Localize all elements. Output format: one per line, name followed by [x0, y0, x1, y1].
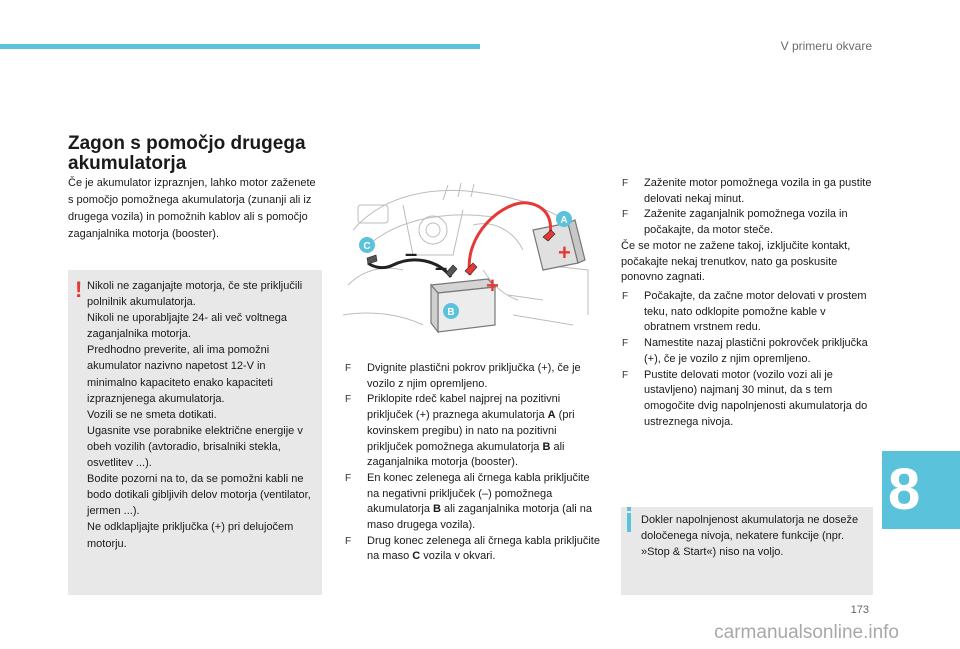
- page-title: Zagon s pomočjo drugega akumulatorja: [68, 133, 306, 174]
- bullet-marker: F: [345, 363, 352, 374]
- warning-line: Vozili se ne smeta dotikati.: [87, 408, 217, 421]
- bullet-marker: F: [622, 291, 629, 302]
- warning-line: Ne odklapljajte priključka (+) pri delujočem motorju.: [87, 521, 294, 550]
- list-item: F Zaženite motor pomožnega vozila in ga pustite delovati nekaj minut.: [622, 177, 872, 205]
- label-a: A: [560, 215, 568, 226]
- label-b: B: [447, 307, 455, 318]
- bullet-marker: F: [622, 178, 629, 189]
- jump-start-illustration: [343, 175, 595, 337]
- info-icon: [627, 507, 631, 511]
- bullet-marker: F: [622, 338, 629, 350]
- warning-line: Predhodno preverite, ali ima pomožni akumulator nazivno napetost 12-V in minimalno kapaciteto enako kapaciteti izpraznjenega akumulatorja.: [87, 344, 273, 405]
- list-item: F Počakajte, da začne motor delovati v prostem teku, nato odklopite pomožne kable v obratnem vrstnem redu.: [622, 290, 867, 334]
- list-item: F Pustite delovati motor (vozilo vozi ali je ustavljeno) najmanj 30 minut, da s tem omogočite dvig napolnjenosti akumulatorja do ustreznega nivoja.: [622, 368, 868, 428]
- page-number: 173: [850, 604, 869, 616]
- info-box: [621, 507, 873, 595]
- bullet-marker: F: [345, 535, 352, 547]
- info-text: Dokler napolnjenost akumulatorja ne doseže določenega nivoja, nekatere funkcije (npr. »Stop & Start«) niso na voljo.: [641, 514, 859, 558]
- retry-note: Če se motor ne zažene takoj, izključite kontakt, počakajte nekaj trenutkov, nato ga poskusite ponovno zagnati.: [621, 239, 851, 284]
- exclamation-icon: !: [75, 277, 83, 302]
- warning-line: Nikoli ne uporabljajte 24- ali več voltnega zaganjalnika motorja.: [87, 312, 287, 341]
- list-item: F Drug konec zelenega ali črnega kabla priključite na maso C vozila v okvari.: [345, 534, 600, 563]
- list-item: F Dvignite plastični pokrov priključka (+), če je vozilo z njim opremljeno.: [345, 362, 581, 390]
- header-accent-bar: [0, 44, 480, 49]
- steps-column-right-bottom: [621, 289, 873, 430]
- watermark: carmanualsonline.info: [714, 622, 899, 643]
- plus-sign: +: [558, 240, 571, 265]
- warning-line: Nikoli ne zaganjajte motorja, če ste priključili polnilnik akumulatorja.: [87, 280, 303, 309]
- bullet-marker: F: [622, 369, 629, 381]
- warning-line: Ugasnite vse porabnike električne energije v obeh vozilih (avtoradio, brisalniki stekla, osvetlitev ...).: [87, 424, 303, 470]
- list-item: F En konec zelenega ali črnega kabla priključite na negativni priključek (–) pomožnega akumulatorja B ali zaganjalnika motorja (ali na maso drugega vozila).: [345, 471, 593, 532]
- bullet-marker: F: [345, 394, 352, 406]
- warning-line: Bodite pozorni na to, da se pomožni kabli ne bodo dotikali gibljivih delov motorja (ventilator, jermen ...).: [87, 473, 311, 518]
- list-item: F Namestite nazaj plastični pokrovček priključka (+), če je vozilo z njim opremljeno.: [622, 337, 868, 365]
- minus-sign: –: [405, 241, 418, 266]
- bullet-marker: F: [345, 472, 352, 484]
- steps-column-right-top: [621, 176, 873, 286]
- intro-paragraph: Če je akumulator izpraznjen, lahko motor zaženete s pomočjo pomožnega akumulatorja (zunanji ali iz drugega vozila) in pomožnih kablov ali s pomočjo zaganjalnika motorja (booster).: [68, 177, 316, 240]
- warning-box: [68, 270, 322, 595]
- steps-column-middle: [344, 361, 600, 565]
- info-icon-bar: [627, 513, 631, 532]
- plus-sign: +: [486, 273, 499, 298]
- minus-sign: –: [435, 255, 448, 280]
- bullet-marker: F: [622, 209, 629, 221]
- label-c: C: [363, 241, 371, 252]
- list-item: F Priklopite rdeč kabel najprej na pozitivni priključek (+) praznega akumulatorja A (pri kovinskem pregibu) in nato na pozitivni priključek pomožnega akumulatorja B ali zaganjalnika motorja (booster).: [345, 393, 575, 469]
- chapter-title: V primeru okvare: [780, 39, 872, 53]
- chapter-number-tab: 8: [882, 451, 960, 529]
- list-item: F Zaženite zaganjalnik pomožnega vozila in počakajte, da motor steče.: [622, 208, 848, 237]
